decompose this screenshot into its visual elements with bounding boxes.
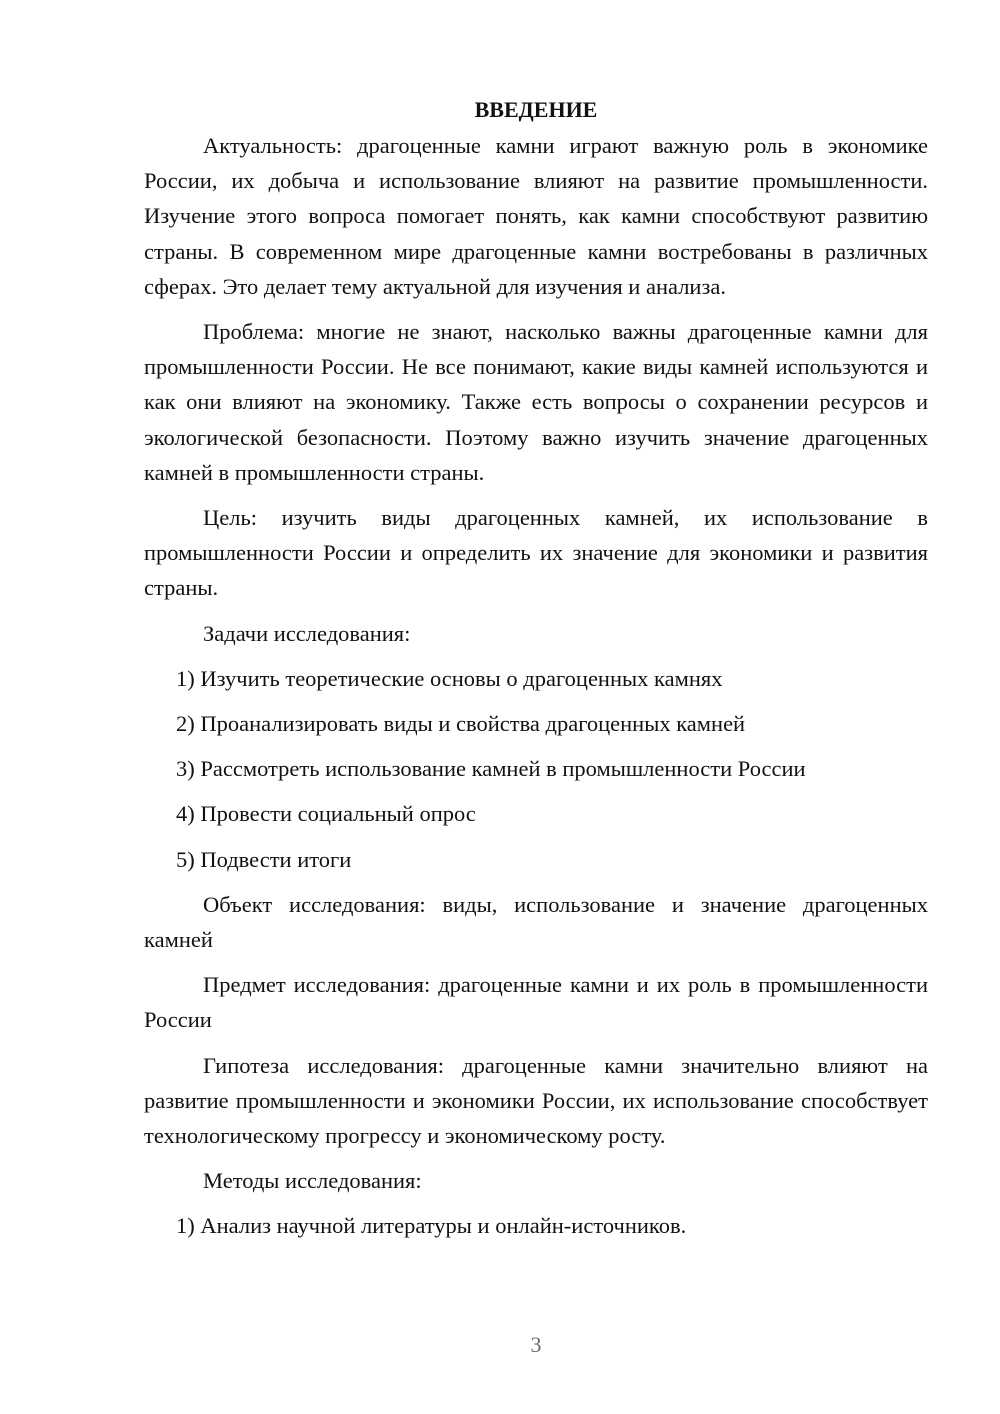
method-item-1: 1) Анализ научной литературы и онлайн-источников. [176, 1213, 687, 1239]
tasks-heading: Задачи исследования: [203, 620, 411, 646]
task-item-3: 3) Рассмотреть использование камней в промышленности России [176, 756, 806, 782]
page-number: 3 [530, 1332, 542, 1357]
task-item-1: 1) Изучить теоретические основы о драгоценных камнях [176, 665, 723, 691]
page-title: ВВЕДЕНИЕ [474, 97, 598, 122]
task-item-5: 5) Подвести итоги [176, 846, 352, 872]
paragraph-object: Объект исследования: виды, использование и значение драгоценных камней [144, 891, 928, 953]
task-item-2: 2) Проанализировать виды и свойства драгоценных камней [176, 711, 746, 737]
methods-heading: Методы исследования: [203, 1168, 422, 1194]
paragraph-relevance: Актуальность: драгоценные камни играют важную роль в экономике России, их добыча и использование влияют на развитие промышленности. Изучение этого вопроса помогает понять, как камни способствуют развитию страны. В современном мире драгоценные камни востребованы в различных сферах. Это делает тему актуальной для изучения и анализа. [144, 133, 928, 299]
paragraph-hypothesis: Гипотеза исследования: драгоценные камни значительно влияют на развитие промышленности и экономики России, их использование способствует технологическому прогрессу и экономическому росту. [144, 1052, 928, 1149]
paragraph-goal: Цель: изучить виды драгоценных камней, их использование в промышленности России и определить их значение для экономики и развития страны. [144, 505, 928, 601]
paragraph-subject: Предмет исследования: драгоценные камни и их роль в промышленности России [144, 972, 928, 1033]
page-content [144, 92, 928, 1254]
task-item-4: 4) Провести социальный опрос [176, 801, 476, 827]
paragraph-problem: Проблема: многие не знают, насколько важны драгоценные камни для промышленности России. Не все понимают, какие виды камней используются и как они влияют на экономику. Также есть вопросы о сохранении ресурсов и экологической безопасности. Поэтому важно изучить значение драгоценных камней в промышленности страны. [144, 319, 928, 485]
